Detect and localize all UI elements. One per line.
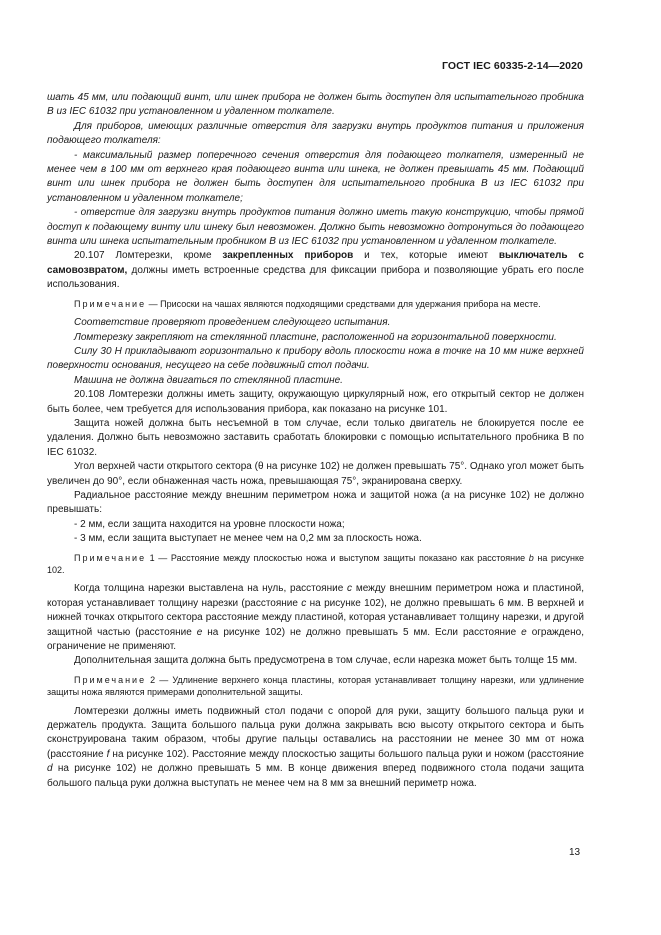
feed-text-a: Ломтерезки должны иметь подвижный стол подачи с опорой для руки, защиту большого пальца руки и держатель продукта. Защита большого пальца руки должна закрывать всю высоту открытого сектора и быть сконструирована таким образом, чтобы другие пальцы оставались на расстоянии не менее 30 мм от ножа (расстояние [47, 705, 584, 760]
symbol-f: f [106, 748, 110, 760]
list-item-2mm: - 2 мм, если защита находится на уровне плоскости ножа; [74, 518, 345, 530]
symbol-c: c [347, 583, 353, 595]
note-label: Примечание [74, 674, 147, 685]
clause-20-107-text-b: и тех, которые имеют [353, 250, 499, 262]
test-setup: Ломтерезку закрепляют на стеклянной пластине, расположенной на горизонтальной поверхности. [74, 331, 557, 343]
symbol-d: d [47, 763, 53, 775]
note-text: — Присоски на чашах являются подходящими средствами для удержания прибора на месте. [146, 298, 541, 309]
paragraph-openings: Для приборов, имеющих различные отверстия для загрузки внутрь продуктов питания и приложения подающего толкателя: [47, 120, 584, 147]
standard-header: ГОСТ IEC 60335-2-14—2020 [441, 60, 583, 72]
term-fixed-appliances: закрепленных приборов [222, 250, 354, 262]
symbol-e: e [521, 626, 527, 638]
note-label: Примечание [74, 552, 147, 563]
term-momentary-switch: выключатель с самовозвратом, [47, 250, 584, 276]
list-item-3mm: - 3 мм, если защита выступает не менее чем на 0,2 мм за плоскость ножа. [74, 533, 422, 545]
slice-text-b: между внешним периметром ножа и пластиной, которая устанавливает толщину нарезки (расстояние [47, 583, 585, 609]
slice-text-d: на рисунке 102) не должно превышать 5 мм. Если расстояние [202, 626, 522, 638]
note-2 [47, 674, 584, 699]
symbol-b: b [528, 552, 534, 563]
compliance-statement: Соответствие проверяют проведением следующего испытания. [74, 317, 391, 329]
paragraph-angle: Угол верхней части открытого сектора (θ на рисунке 102) не должен превышать 75°. Однако угол может быть увеличен до 90°, если обнаженная часть ножа, превышающая 75°, экранирована сверху. [47, 461, 584, 487]
note-1 [47, 552, 584, 577]
list-item-loading-opening: - отверстие для загрузки внутрь продуктов питания должно иметь такую конструкцию, чтобы прямой доступ к подающему винту или шнеку был невозможен. Должно быть невозможно дотронуться до подающего винта или шнека испытательным пробником B из IEC 61032 при установленном и удаленном толкателе. [47, 207, 584, 248]
note-suction-cups [47, 298, 584, 310]
paragraph-guard-fixed: Защита ножей должна быть несъемной в том случае, если только двигатель не блокируется после ее удаления. Должно быть невозможно заставить сработать блокировки с помощью испытательного пробника B по IEC 61032. [47, 417, 584, 458]
note-text: 2 — Удлинение верхнего конца пластины, которая устанавливает толщину нарезки, или удлинение защиты ножа являются примерами дополнительной защиты. [47, 674, 584, 698]
slice-text-c: на рисунке 102), не должно превышать 6 мм. В верхней и нижней точках открытого сектора расстояние между пластиной, которая устанавливает толщину нарезки, и другой защитной частью (расстояние [47, 597, 584, 638]
radial-text-a: Радиальное расстояние между внешним периметром ножа и защитой ножа ( [74, 489, 445, 501]
paragraph-radial-distance [47, 489, 584, 518]
clause-20-107-text-c: должны иметь встроенные средства для фиксации прибора и позволяющие убрать его после использования. [47, 264, 584, 291]
paragraph-feed-table [47, 705, 584, 791]
paragraph-slice-thickness [47, 582, 584, 654]
test-result: Машина не должна двигаться по стеклянной пластине. [74, 374, 343, 386]
radial-text-b: на рисунке 102) не должно превышать: [47, 489, 585, 516]
note-text-b: на рисунке 102. [47, 552, 584, 575]
clause-20-107 [47, 249, 584, 292]
test-force: Силу 30 Н прикладывают горизонтально к прибору вдоль плоскости ножа в точке на 10 мм ниже верхней поверхности основания, несущего на себе подвижный стол подачи. [47, 345, 584, 372]
slice-text-e: ограждено, ограничение не применяют. [47, 626, 584, 653]
note-text-a: 1 — Расстояние между плоскостью ножа и выступом защиты показано как расстояние [146, 552, 529, 563]
symbol-a: a [444, 489, 450, 501]
clause-20-107-text-a: 20.107 Ломтерезки, кроме [74, 250, 223, 262]
symbol-e: e [196, 626, 203, 638]
page-number: 13 [569, 847, 581, 858]
list-item-max-cross-section: - максимальный размер поперечного сечения отверстия для подающего толкателя, измеренный не менее чем в 100 мм от верхнего края подающего винта или шнека, не должен превышать 45 мм. Подающий винт или шнек прибора не должен быть доступен для испытательного пробника B из IEC 61032 при установленном и удаленном толкателе; [47, 149, 584, 204]
symbol-c: c [301, 597, 307, 609]
feed-text-c: на рисунке 102) не должно превышать 5 мм. В конце движения вперед подвижного стола подачи защита большого пальца руки должна выступать не менее чем на 8 мм за внешний периметр ножа. [47, 763, 584, 789]
clause-20-108: 20.108 Ломтерезки должны иметь защиту, окружающую циркулярный нож, его открытый сектор не должен быть более, чем требуется для использования прибора, как показано на рисунке 101. [47, 389, 584, 415]
note-label: Примечание [74, 298, 147, 309]
slice-text-a: Когда толщина нарезки выставлена на нуль, расстояние [74, 583, 348, 595]
paragraph-continuation: шать 45 мм, или подающий винт, или шнек прибора не должен быть доступен для испытательного пробника B из IEC 61032 при установленном и удаленном толкателе. [47, 92, 584, 118]
paragraph-additional-guard: Дополнительная защита должна быть предусмотрена в том случае, если нарезка может быть толще 15 мм. [74, 655, 578, 667]
feed-text-b: на рисунке 102). Расстояние между плоскостью защиты большого пальца руки и ножом (расстояние [109, 748, 584, 760]
document-body [47, 91, 584, 791]
